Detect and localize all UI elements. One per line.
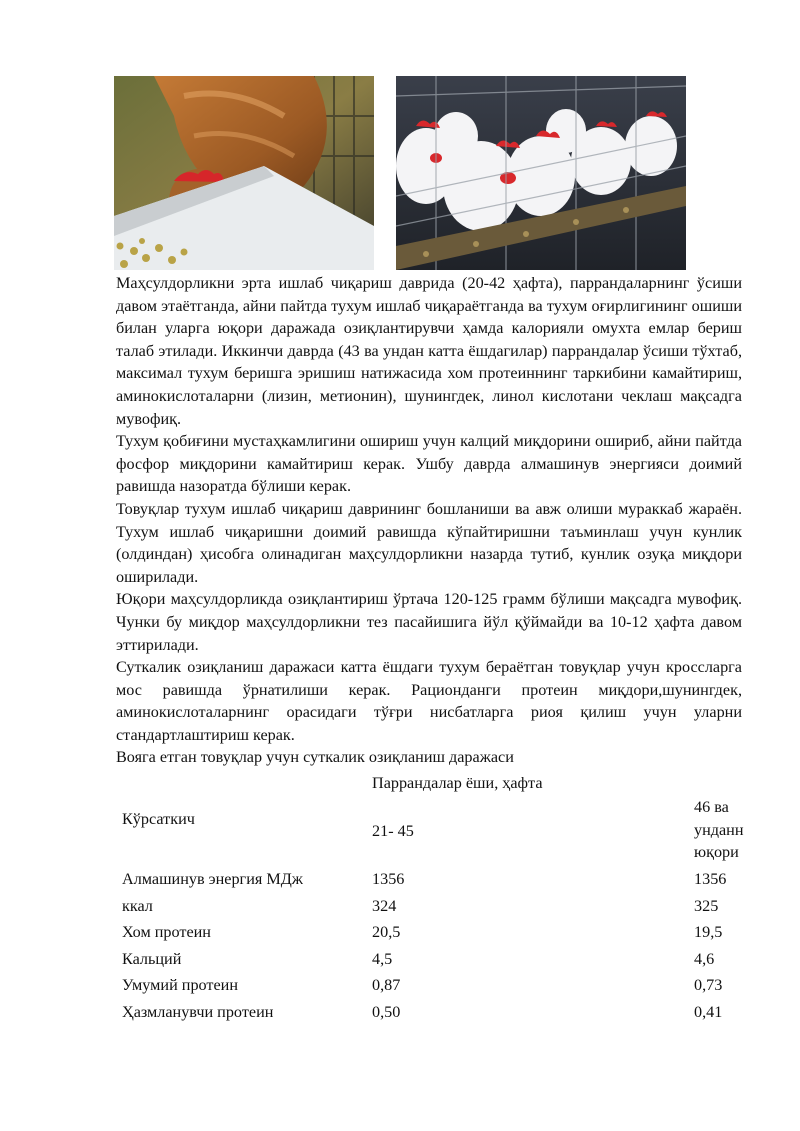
- paragraph-feeding-amount: Юқори маҳсулдорликда озиқлантириш ўртача 120-125 грамм бўлиши мақсадга мувофиқ. Чунки бу миқдор маҳсулдорликни тез пасайишига йўл қўймайди ва 10-12 ҳафта давом эттирилади.: [116, 590, 742, 654]
- nutrition-table: [116, 772, 766, 1027]
- row-value-46-plus: 325: [694, 896, 719, 915]
- row-name: Алмашинув энергия МДж: [122, 870, 303, 888]
- white-hens-cage-photo: [396, 76, 686, 270]
- table-row: [116, 921, 766, 948]
- row-value-46-plus: 1356: [694, 870, 727, 888]
- row-name: Хом протеин: [122, 923, 211, 941]
- row-value-21-45: 0,50: [372, 1002, 401, 1021]
- age-21-45-header: 21- 45: [372, 822, 414, 840]
- row-value-21-45: 4,5: [372, 949, 393, 968]
- row-name: Ҳазмланувчи протеин: [122, 1002, 274, 1021]
- row-name: Кальций: [122, 949, 182, 968]
- row-value-46-plus: 4,6: [694, 949, 715, 968]
- row-name: ккал: [122, 896, 153, 915]
- table-row: [116, 1001, 766, 1028]
- table-header-row: [116, 796, 766, 868]
- table-row: [116, 974, 766, 1001]
- row-name: Умумий протеин: [122, 976, 238, 994]
- row-value-21-45: 0,87: [372, 976, 401, 994]
- age-group-header: Паррандалар ёши, ҳафта: [372, 774, 543, 792]
- table-row: [116, 948, 766, 975]
- row-value-46-plus: 0,73: [694, 976, 723, 994]
- paragraph-production-start: Товуқлар тухум ишлаб чиқариш даврининг бошланиши ва авж олиши мураккаб жараён. Тухум ишлаб чиқаришни доимий равишда кўпайтиришни таъминлаш учун кунлик (олдиндан) ҳисобга олинадиган маҳсулдорликни назарда тутиб, кунлик озуқа миқдори оширилади.: [116, 499, 742, 586]
- age-46-plus-header: 46 ва унданн юқори: [694, 798, 744, 862]
- table-caption: Вояга етган товуқлар учун суткалик озиқланиш даражаси: [116, 748, 514, 767]
- paragraph-calcium: Тухум қобиғини мустаҳкамлигини ошириш учун калций миқдорини ошириб, айни пайтда фосфор миқдорини камайтириш керак. Ушбу даврда алмашинув энергияси доимий равишда назоратда бўлиши керак.: [116, 432, 742, 496]
- indicator-header: Кўрсаткич: [122, 810, 195, 828]
- row-value-21-45: 1356: [372, 870, 405, 888]
- row-value-21-45: 324: [372, 896, 397, 915]
- table-row: [116, 868, 766, 895]
- paragraph-daily-norm: Суткалик озиқланиш даражаси катта ёшдаги тухум бераётган товуқлар учун кроссларга мос равишда ўрнатилиши керак. Рационданги протеин миқдори,шунингдек, аминокислоталарнинг орасидаги тўғри нисбатларга риоя қилиш учун уларни стандартлаштириш керак.: [116, 658, 742, 744]
- row-value-46-plus: 19,5: [694, 923, 723, 941]
- paragraph-early-production: Маҳсулдорликни эрта ишлаб чиқариш даврида (20-42 ҳафта), паррандаларнинг ўсиши давом этаётганда, айни пайтда тухум ишлаб чиқараётганда ва тухум оғирлигининг ошиши билан уларга юқори даражада озиқлантирувчи ҳамда калорияли омухта емлар бериш талаб этилади. Иккинчи даврда (43 ва ундан катта ёшдагилар) паррандалар ўсиши тўхтаб, максимал тухум беришга эришиш натижасида хом протеиннинг таркибини камайтириш, аминокислоталарни (лизин, метионин), шунингдек, линол кислотани чеклаш мақсадга мувофиқ.: [116, 274, 742, 428]
- body-text: [116, 272, 742, 769]
- row-value-21-45: 20,5: [372, 923, 401, 941]
- brown-hen-photo: [114, 76, 374, 270]
- table-row: [116, 895, 766, 922]
- row-value-46-plus: 0,41: [694, 1002, 723, 1021]
- table-group-header-row: [116, 772, 766, 796]
